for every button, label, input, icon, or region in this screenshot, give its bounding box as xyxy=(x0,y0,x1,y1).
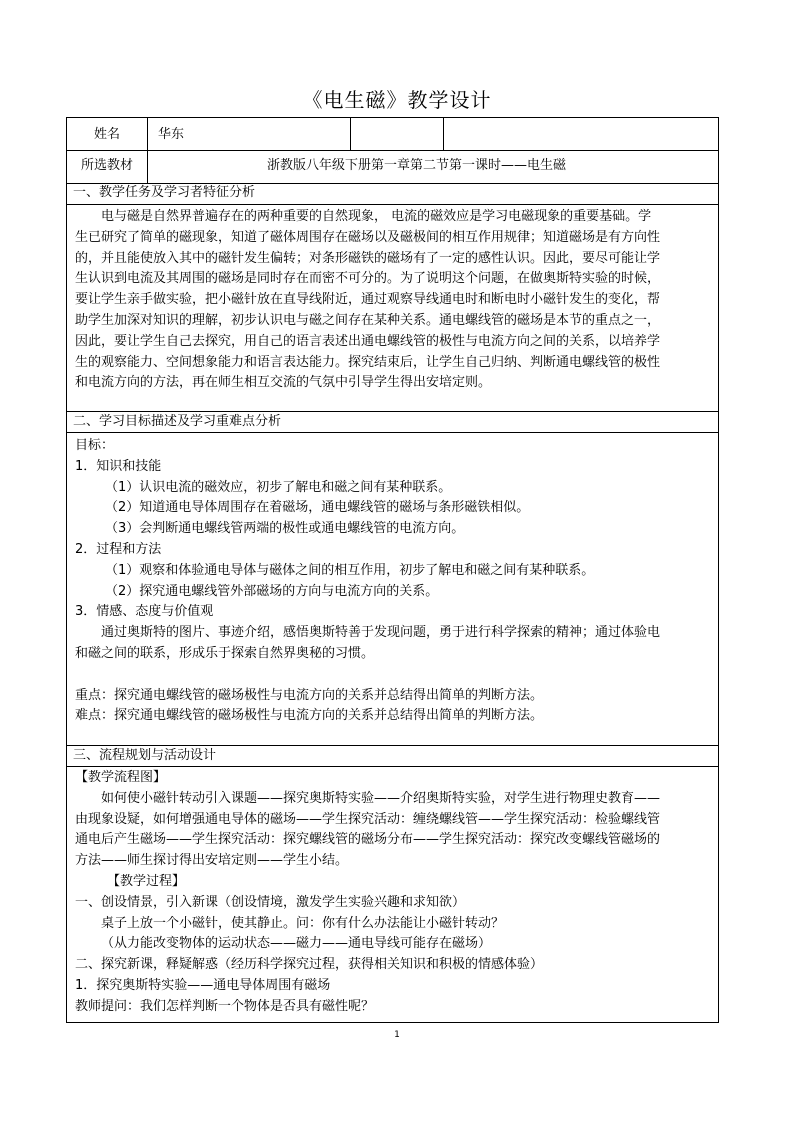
text-line: 生的观察能力、空间想象能力和语言表达能力。探究结束后，让学生自己归纳、判断通电螺线管的极性 xyxy=(75,354,661,370)
text-line: 生已研究了简单的磁现象，知道了磁体周围存在磁场以及磁极间的相互作用规律；知道磁场是有方向性 xyxy=(75,229,661,245)
section1-heading: 一、教学任务及学习者特征分析 xyxy=(73,185,256,200)
text-line: 通过奥斯特的图片、事迹介绍，感悟奥斯特善于发现问题，勇于进行科学探索的精神；通过体验电 xyxy=(101,625,661,641)
attitude-title: 3．情感、态度与价值观 xyxy=(75,604,214,620)
name-value: 华东 xyxy=(158,127,185,142)
knowledge-title: 1．知识和技能 xyxy=(75,458,162,474)
text-line: 由现象设疑，如何增强通电导体的磁场——学生探究活动：缠绕螺线管——学生探究活动：检验螺线管 xyxy=(75,811,661,827)
difficult-point: 难点：探究通电螺线管的磁场极性与电流方向的关系并总结得出简单的判断方法。 xyxy=(75,708,544,724)
text-line: 生认识到电流及其周围的磁场是同时存在而密不可分的。为了说明这个问题，在做奥斯特实验的时候， xyxy=(75,271,661,287)
name-label: 姓名 xyxy=(94,127,121,142)
section3-body xyxy=(75,767,711,1017)
lesson-plan-table xyxy=(66,117,719,1023)
textbook-label: 所选教材 xyxy=(81,158,134,173)
text-line: （1）观察和体验通电导体与磁体之间的相互作用，初步了解电和磁之间有某种联系。 xyxy=(105,562,595,578)
key-point: 重点：探究通电螺线管的磁场极性与电流方向的关系并总结得出简单的判断方法。 xyxy=(75,687,544,703)
text-line: 和电流方向的方法，再在师生相互交流的气氛中引导学生得出安培定则。 xyxy=(75,375,492,391)
text-line: 方法——师生探讨得出安培定则——学生小结。 xyxy=(75,853,349,869)
column-divider xyxy=(443,118,444,150)
text-line: 和磁之间的联系，形成乐于探索自然界奥秘的习惯。 xyxy=(75,645,375,661)
section3-heading: 三、流程规划与活动设计 xyxy=(73,748,217,763)
page-number: 1 xyxy=(394,1030,400,1040)
step-heading: 二、探究新课，释疑解惑（经历科学探究过程，获得相关知识和积极的情感体验） xyxy=(75,957,544,973)
process-title: 2．过程和方法 xyxy=(75,541,162,557)
text-line: 如何使小磁针转动引入课题——探究奥斯特实验——介绍奥斯特实验，对学生进行物理史教育—— xyxy=(101,790,661,806)
document-title: 《电生磁》教学设计 xyxy=(302,88,492,112)
text-line: （1）认识电流的磁效应，初步了解电和磁之间有某种联系。 xyxy=(105,479,452,495)
textbook-value: 浙教版八年级下册第一章第二节第一课时——电生磁 xyxy=(267,158,567,173)
section-divider xyxy=(67,432,718,433)
text-line: 桌子上放一个小磁针，使其静止。问：你有什么办法能让小磁针转动？ xyxy=(101,915,505,931)
process-label: 【教学过程】 xyxy=(107,873,186,889)
section-divider xyxy=(67,204,718,205)
text-line: （2）探究通电螺线管外部磁场的方向与电流方向的关系。 xyxy=(105,583,439,599)
text-line: 因此，要让学生自己去探究，用自己的语言表述出通电螺线管的极性与电流方向之间的关系，以培养学 xyxy=(75,333,661,349)
step-heading: 一、创设情景，引入新课（创设情境，激发学生实验兴趣和求知欲） xyxy=(75,894,466,910)
text-line: 的，并且能使放入其中的磁针发生偏转；对条形磁铁的磁场有了一定的感性认识。因此，要尽可能让学 xyxy=(75,250,661,266)
text-line: 通电后产生磁场——学生探究活动：探究螺线管的磁场分布——学生探究活动：探究改变螺线管磁场的 xyxy=(75,832,661,848)
sub-step-heading: 1．探究奥斯特实验——通电导体周围有磁场 xyxy=(75,977,331,993)
text-line: （从力能改变物体的运动状态——磁力——通电导线可能存在磁场） xyxy=(101,936,492,952)
section1-body xyxy=(75,206,711,393)
text-line: 教师提问：我们怎样判断一个物体是否具有磁性呢？ xyxy=(75,998,375,1014)
flow-label: 【教学流程图】 xyxy=(75,770,167,785)
text-line: （3）会判断通电螺线管两端的极性或通电螺线管的电流方向。 xyxy=(105,521,465,537)
section2-heading: 二、学习目标描述及学习重难点分析 xyxy=(73,414,282,429)
section2-body xyxy=(75,435,711,726)
text-line: （2）知道通电导体周围存在着磁场，通电螺线管的磁场与条形磁铁相似。 xyxy=(105,500,530,516)
column-divider xyxy=(350,118,351,150)
text-line: 电与磁是自然界普遍存在的两种重要的自然现象， 电流的磁效应是学习电磁现象的重要基础。学 xyxy=(101,209,652,224)
goal-label: 目标： xyxy=(75,438,115,453)
text-line: 助学生加深对知识的理解，初步认识电与磁之间存在某种关系。通电螺线管的磁场是本节的重点之一， xyxy=(75,312,661,328)
text-line: 要让学生亲手做实验，把小磁针放在直导线附近，通过观察导线通电时和断电时小磁针发生的变化，帮 xyxy=(75,292,661,308)
blank-line xyxy=(75,664,711,685)
